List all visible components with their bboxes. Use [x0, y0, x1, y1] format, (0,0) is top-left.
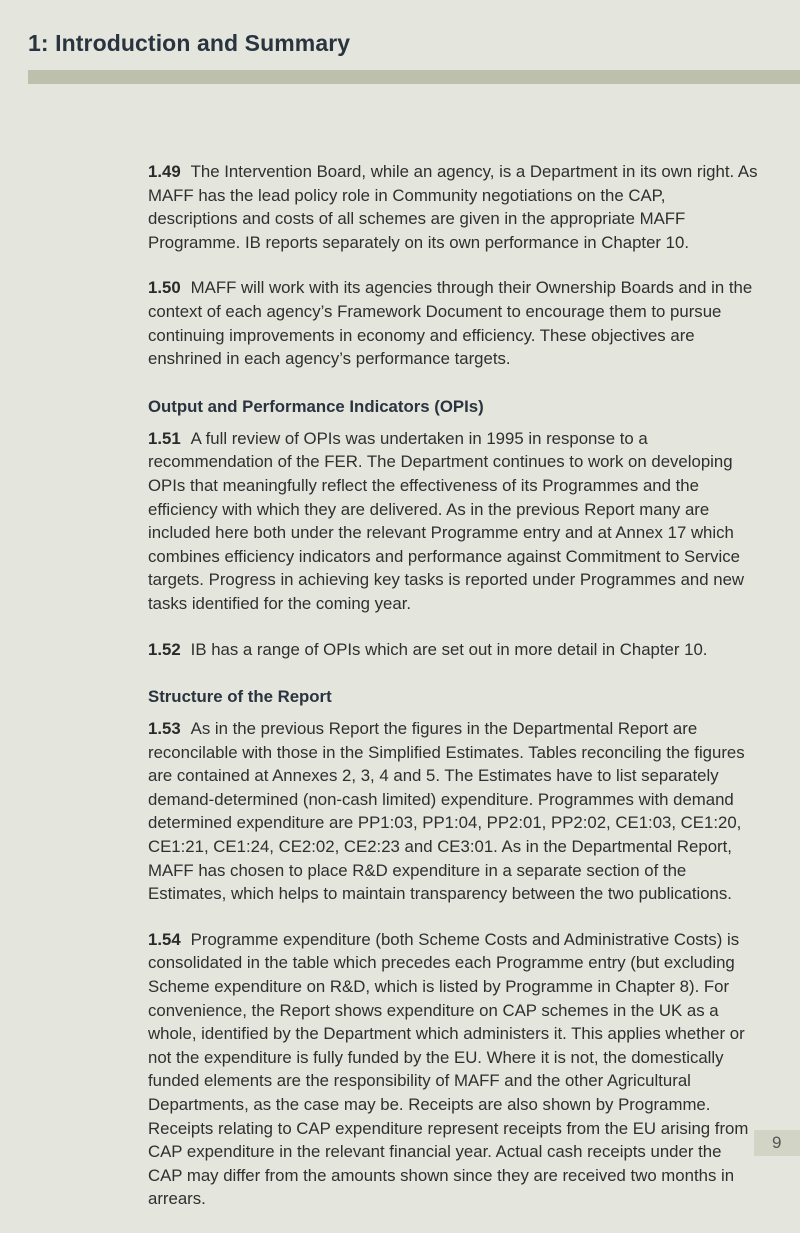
paragraph-number: 1.50 [148, 278, 181, 298]
paragraph-1-53 [148, 717, 758, 906]
header-rule [28, 70, 800, 84]
paragraph-text: A full review of OPIs was undertaken in 1995 in response to a recommendation of the FER. The Department continues to work on developing OPIs that meaningfully reflect the effectiveness of its Programmes and the efficiency with which they are delivered. As in the previous Report many are included here both under the relevant Programme entry and at Annex 17 which combines efficiency indicators and performance against Commitment to Service targets. Progress in achieving key tasks is reported under Programmes and new tasks identified for the coming year. [148, 428, 745, 613]
paragraph-number: 1.51 [148, 428, 181, 448]
paragraph-number: 1.54 [148, 929, 181, 949]
paragraph-1-50 [148, 276, 758, 370]
paragraph-text: Programme expenditure (both Scheme Costs and Administrative Costs) is consolidated in the table which precedes each Programme entry (but excluding Scheme expenditure on R&D, which is listed by Programme in Chapter 8). For convenience, the Report shows expenditure on CAP schemes in the UK as a whole, identified by the Department which administers it. This applies whether or not the expenditure is fully funded by the EU. Where it is not, the domestically funded elements are the responsibility of MAFF and the other Agricultural Departments, as the case may be. Receipts are also shown by Programme. Receipts relating to CAP expenditure represent receipts from the EU arising from CAP expenditure in the relevant financial year. Actual cash receipts under the CAP may differ from the amounts shown since they are received two months in arrears. [148, 929, 749, 1209]
paragraph-1-51 [148, 427, 758, 616]
paragraph-text: The Intervention Board, while an agency, is a Department in its own right. As MAFF has the lead policy role in Community negotiations on the CAP, descriptions and costs of all schemes are given in the appropriate MAFF Programme. IB reports separately on its own performance in Chapter 10. [148, 162, 758, 252]
paragraph-number: 1.52 [148, 639, 181, 659]
section-heading-opis: Output and Performance Indicators (OPIs) [148, 396, 484, 416]
paragraph-1-49 [148, 160, 758, 254]
paragraph-1-52 [148, 638, 758, 662]
page-content [148, 160, 758, 1233]
page-number: 9 [754, 1130, 800, 1156]
paragraph-1-54 [148, 928, 758, 1211]
paragraph-text: MAFF will work with its agencies through their Ownership Boards and in the context of each agency’s Framework Document to encourage them to pursue continuing improvements in economy and efficiency. These objectives are enshrined in each agency’s performance targets. [148, 278, 753, 369]
page-title: 1: Introduction and Summary [28, 30, 351, 56]
section-heading-structure: Structure of the Report [148, 687, 332, 707]
paragraph-number: 1.53 [148, 719, 181, 739]
paragraph-number: 1.49 [148, 162, 181, 181]
paragraph-text: IB has a range of OPIs which are set out in more detail in Chapter 10. [190, 639, 708, 659]
paragraph-text: As in the previous Report the figures in the Departmental Report are reconcilable with those in the Simplified Estimates. Tables reconciling the figures are contained at Annexes 2, 3, 4 and 5. The Estimates have to list separately demand-determined (non-cash limited) expenditure. Programmes with demand determined expenditure are PP1:03, PP1:04, PP2:01, PP2:02, CE1:03, CE1:20, CE1:21, CE1:24, CE2:02, CE2:23 and CE3:01. As in the Departmental Report, MAFF has chosen to place R&D expenditure in a separate section of the Estimates, which helps to maintain transparency between the two publications. [148, 719, 745, 904]
